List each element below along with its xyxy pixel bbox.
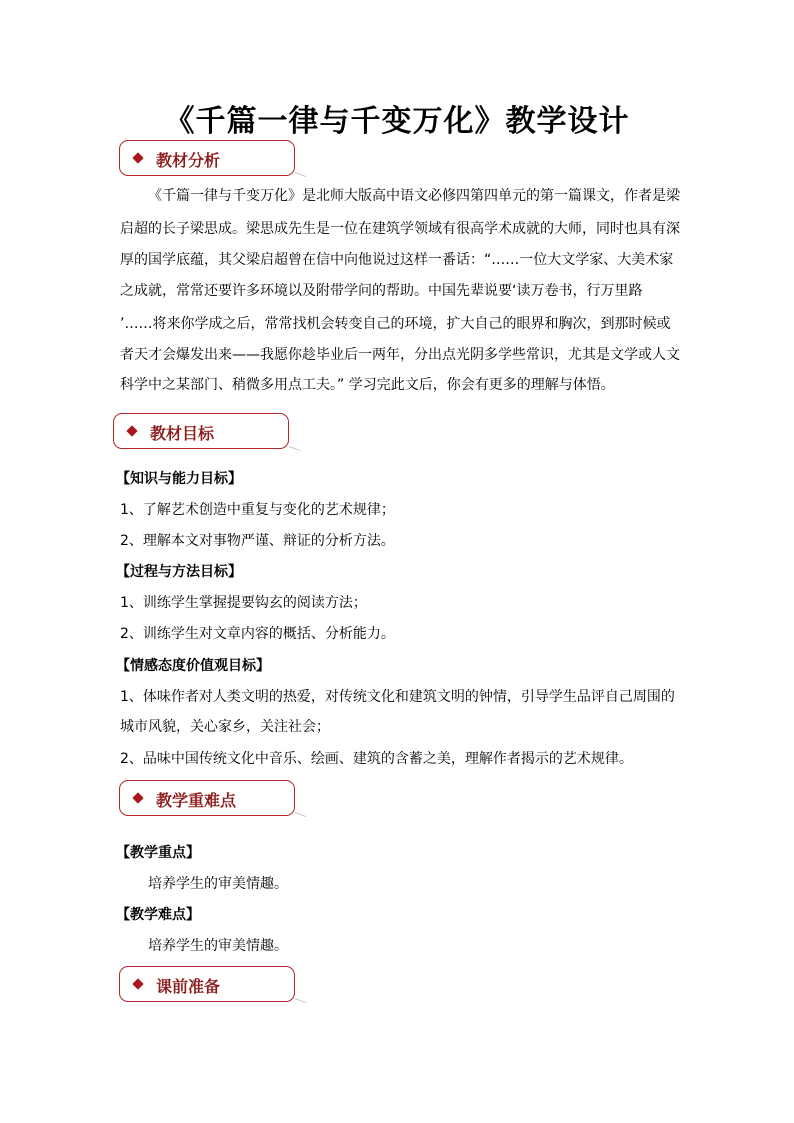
- objective-item: 2、训练学生对文章内容的概括、分析能力。: [120, 626, 395, 642]
- hard-heading: 【教学难点】: [116, 907, 200, 923]
- focus-text: 培养学生的审美情趣。: [148, 876, 288, 892]
- section-tail-line: [295, 812, 307, 817]
- objective-item: 1、体味作者对人类文明的热爱，对传统文化和建筑文明的钟情，引导学生品评自己周围的: [120, 689, 675, 705]
- section-header-analysis: [119, 140, 295, 176]
- section-label: 教材分析: [156, 151, 221, 170]
- diamond-bullet-icon: [132, 978, 143, 989]
- section-header-key-points: [119, 780, 295, 816]
- text-line: 者天才会爆发出来——我愿你趁毕业后一两年，分出点光阴多学些常识，尤其是文学或人文: [120, 347, 680, 363]
- knowledge-heading: 【知识与能力目标】: [116, 471, 242, 487]
- text-line: 之成就，常常还要许多环境以及附带学问的帮助。中国先辈说要‘读万卷书，行万里路: [120, 283, 643, 299]
- text-line: ’……将来你学成之后，常常找机会转变自己的环境，扩大自己的眼界和胸次，到那时候或: [120, 316, 671, 332]
- section-tail-line: [295, 172, 307, 177]
- objective-item: 1、训练学生掌握提要钩玄的阅读方法；: [120, 595, 367, 611]
- text-line: 科学中之某部门、稍微多用点工夫。” 学习完此文后，你会有更多的理解与体悟。: [120, 377, 615, 393]
- diamond-bullet-icon: [132, 152, 143, 163]
- section-tail-line: [289, 446, 301, 451]
- objective-item: 城市风貌，关心家乡，关注社会；: [120, 719, 330, 735]
- focus-heading: 【教学重点】: [116, 845, 200, 861]
- section-label: 教材目标: [150, 424, 215, 443]
- process-heading: 【过程与方法目标】: [116, 564, 242, 580]
- section-tail-line: [295, 998, 307, 1003]
- text-line: 厚的国学底蕴，其父梁启超曾在信中向他说过这样一番话：“……一位大文学家、大美术家: [120, 252, 674, 268]
- section-label: 教学重难点: [156, 791, 237, 810]
- section-header-preparation: [119, 966, 295, 1002]
- emotion-heading: 【情感态度价值观目标】: [116, 658, 270, 674]
- text-line: 《千篇一律与千变万化》是北师大版高中语文必修四第四单元的第一篇课文，作者是梁: [148, 188, 680, 204]
- objective-item: 1、了解艺术创造中重复与变化的艺术规律；: [120, 502, 395, 518]
- diamond-bullet-icon: [132, 792, 143, 803]
- objective-item: 2、理解本文对事物严谨、辩证的分析方法。: [120, 533, 395, 549]
- objective-item: 2、品味中国传统文化中音乐、绘画、建筑的含蓄之美，理解作者揭示的艺术规律。: [120, 751, 633, 767]
- diamond-bullet-icon: [126, 425, 137, 436]
- hard-text: 培养学生的审美情趣。: [148, 938, 288, 954]
- section-header-objectives: [113, 413, 289, 449]
- section-label: 课前准备: [156, 977, 221, 996]
- document-title: 《千篇一律与千变万化》教学设计: [164, 104, 630, 139]
- text-line: 启超的长子梁思成。梁思成先生是一位在建筑学领域有很高学术成就的大师，同时也具有深: [120, 221, 680, 237]
